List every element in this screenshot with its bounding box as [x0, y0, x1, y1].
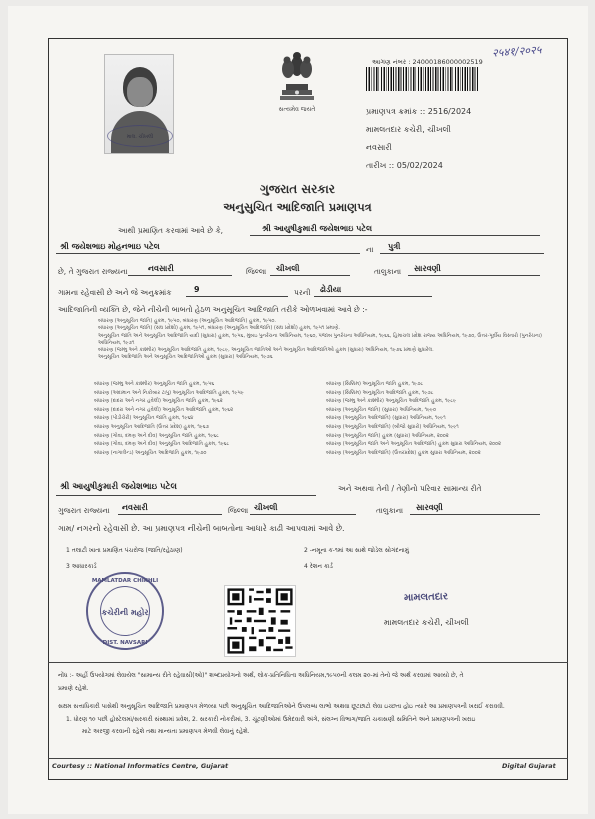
relation-line: [380, 240, 544, 254]
order-item: બંધારણ (ગોવા, દમણ અને દીવ) અનુસૂચિત જાતિ હુકમ, ૧૯૬૮: [94, 432, 219, 439]
order-line: બંધારણ (અનુસૂચિત જાતિ) હુકમ, ૧૯૫૦, બંધારણ (અનુસૂચિત આદિજાતિ) હુકમ, ૧૯૫૦.: [98, 318, 277, 324]
notes-divider: [48, 662, 568, 663]
order-item: બંધારણ (જમ્મુ અને કાશ્મીર) અનુસૂચિત આદિજાતિ હુકમ, ૧૯૮૯: [326, 398, 457, 405]
order-line: અનુસૂચિત જાતિ અને અનુસૂચિત આદિજાતિ યાદી (સુધારા) હુકમ, ૧૯૫૬, મુંબઇ પુનર્રચના અધિનિયમ, ૧૯૬૦, પંજાબ પુનર્રચના અધિનિયમ, ૧૯૬૬, હિમાચલ પ્રદેશ રાજ્ય અધિનિયમ, ૧૯૭૦, ઉત્તર-પૂર્વીય વિસ્તારો (પુનર્રચના) અધિનિયમ, ૧૯૭૧: [98, 332, 542, 346]
orders-left-column: [94, 380, 294, 457]
family-village: નવસારી: [122, 503, 148, 512]
note-2: સક્ષમ સત્તાધિકારી પાસેથી અનુસૂચિત આદિજાતિ પ્રમાણપત્ર મેળવ્યા પછી અનુસૂચિત આદિજાતિઓને ઉપલબ્ધ લાભો અથવા છૂટછાટો લેવા ઇચ્છતા હોઇ ત્યારે આ પ્રમાણપત્રની ખરાઈ કરાવવી.: [58, 703, 505, 710]
issuing-district: નવસારી: [366, 143, 392, 152]
note-1b: પ્રમાણે રહેશે.: [58, 685, 89, 692]
serial-line: [186, 283, 288, 297]
order-item: બંધારણ (જમ્મુ અને કાશ્મીર) અનુસૂચિત જાતિ હુકમ, ૧૯૫૬: [94, 381, 215, 387]
caste: ઢોડીયા: [320, 285, 342, 294]
parent-name: શ્રી જયેશભાઇ મોહનભાઇ પટેલ: [60, 242, 160, 251]
photo-stamp: માલ. ચીખલી: [107, 125, 173, 147]
officer-office: મામલતદાર કચેરી, ચીખલી: [384, 618, 469, 627]
government-title: ગુજરાત સરકાર: [260, 182, 335, 196]
order-item: બંધારણ (પોંડીચેરી) અનુસૂચિત જાતિ હુકમ, ૧૯૬૪: [94, 415, 194, 422]
barcode-number: આગણ નંબર : 24000186000002519: [372, 58, 483, 66]
serial-number: 9: [194, 285, 200, 294]
village: નવસારી: [148, 264, 174, 273]
caste-label: પરની: [294, 288, 311, 297]
district-label: જિલ્લા: [246, 267, 267, 276]
order-item: બંધારણ (અનુસૂચિત જાતિ અને અનુસૂચિત આદિજાતિ) હુકમ સુધારા અધિનિયમ, ૨૦૦૨: [326, 441, 501, 448]
family-taluka: સારવણી: [416, 503, 443, 512]
order-line: બંધારણ (અનુસૂચિત જાતિ) (સંઘ પ્રદેશો) હુકમ, ૧૯૫૧, બંધારણ (અનુસૂચિત આદિજાતિ) (સંઘ પ્રદેશો) હુકમ, ૧૯૫૧ પ્રમાણે.: [98, 325, 340, 332]
order-item: બંધારણ (સિક્કિમ) અનુસૂચિત જાતિ હુકમ, ૧૯૭૮: [326, 381, 424, 387]
document-4: 4 રેશન કાર્ડ: [304, 563, 333, 570]
order-item: બંધારણ (અનુસૂચિત આદિજાતિ) (સુધારા) અધિનિયમ, ૧૯૯૧: [326, 415, 446, 422]
order-item: બંધારણ (અનુસૂચિત જાતિ) હુકમ (સુધારા) અધિનિયમ, ૨૦૦૨: [326, 432, 449, 439]
applicant-photo: [104, 54, 174, 154]
family-taluka-label: તાલુકાના: [376, 506, 404, 515]
order-line: બંધારણ (જમ્મુ અને કાશ્મીર) અનુસૂચિત આદિજાતિ હુકમ, ૧૯૮૯, અનુસૂચિત જાતિઓ અને અનુસૂચિત આદિજાતિઓ હુકમ (સુધારા) અધિનિયમ, ૧૯૭૬ પ્રમાણે સુધારેલ.: [98, 347, 434, 354]
office-seal: [86, 572, 164, 650]
seal-middle-text: કચેરીની મહોર: [101, 608, 149, 617]
order-line: અનુસૂચિત આદિજાતિ અને અનુસૂચિત આદિજાતિઓ હુકમ (સુધારા) અધિનિયમ, ૧૯૭૬: [98, 354, 273, 361]
applicant-name: શ્રી આયુષીકુમારી જયેશભાઇ પટેલ: [262, 224, 373, 233]
tribe-statement: આદિજાતિની વ્યક્તિ છે, જેને નીચેની બાબતો હેઠળ અનુસૂચિત આદિજાતિ તરીકે ઓળખવામાં આવે છે :-: [58, 305, 368, 314]
document-2: 2 -નમૂના ક-૧માં આ સાથે જોડેલ સોગંદનામું: [304, 547, 409, 554]
village-line-text: ગામના રહેવાસી છે અને જે અનુક્રમાંક: [58, 288, 172, 297]
family-name: શ્રી આયુષીકુમારી જયેશભાઇ પટેલ: [60, 482, 177, 492]
handwritten-reference: २५४१/२०२५: [491, 43, 542, 60]
emblem-caption: સત્યમેવ જયતે: [278, 106, 316, 113]
document-1: 1 તલાટી ખાતા પ્રમાણિત પંચરોજ (જાતિ/રહેઠાણ): [66, 547, 183, 554]
national-emblem-icon: [272, 44, 322, 106]
note-3: 1. ધોરણ ૧૦ પછી હોસ્ટેલમાં/સરકારી સંસ્થામાં પ્રવેશ, 2. સરકારી નોકરીમાં, 3. ચૂંટણીઓમાં ઉમેદવારી અંગે, સંલગ્ન વિભાગ/જાતિ ચકાસણી સમિતિને અને પ્રમાણપત્રની ખરાઇ: [66, 716, 476, 723]
district: ચીખલી: [276, 264, 300, 273]
footer-digital-gujarat: Digital Gujarat: [502, 762, 556, 770]
certificate-number: પ્રમાણપત્ર ક્રમાંક :: 2516/2024: [366, 107, 472, 116]
taluka-label: તાલુકાના: [374, 267, 402, 276]
family-district-label: જિલ્લા: [228, 506, 249, 515]
orders-right-column: [326, 380, 546, 457]
order-item: બંધારણ (દાદરા અને નગર હવેલી) અનુસૂચિત જાતિ હુકમ, ૧૯૬૨: [94, 398, 223, 405]
note-4: માટે અરજી કરવાની રહેશે તથા માન્યતા પ્રમાણપત્ર મેળવી લેવાનું રહેશે.: [82, 728, 250, 735]
footer-divider: [48, 758, 568, 759]
order-item: બંધારણ (નાગાલેન્ડ) અનુસૂચિત આદિજાતિ હુકમ, ૧૯૭૦: [94, 449, 207, 456]
taluka: સારવણી: [414, 264, 441, 273]
qr-code: [224, 585, 296, 657]
order-item: બંધારણ (દાદરા અને નગર હવેલી) અનુસૂચિત આદિજાતિ હુકમ, ૧૯૬૨: [94, 406, 234, 413]
order-item: બંધારણ અનુસૂચિત આદિજાતિ (ઉત્તર પ્રદેશ) હુકમ, ૧૯૬૭: [94, 423, 209, 430]
issuing-office: મામલતદાર કચેરી, ચીખલી: [366, 125, 451, 134]
certificate-title: અનુસુચિત આદિજાતિ પ્રમાણપત્ર: [223, 200, 372, 214]
footer-courtesy: Courtesy :: National Informatics Centre, Gujarat: [52, 762, 229, 770]
order-item: બંધારણ (અંદામાન અને નિકોબાર ટાપુ) અનુસૂચિત આદિજાતિ હુકમ, ૧૯૫૯: [94, 389, 244, 396]
issue-date: તારીખ :: 05/02/2024: [366, 161, 443, 170]
order-item: બંધારણ (અનુસૂચિત આદિજાતિ) (બીજો સુધારો) અધિનિયમ, ૧૯૯૧: [326, 423, 459, 430]
family-district: ચીખલી: [254, 503, 278, 512]
order-item: બંધારણ (અનુસૂચિત આદિજાતિ) (ઉત્તરપ્રદેશ) હુકમ સુધારા અધિનિયમ, ૨૦૦૨: [326, 449, 481, 456]
state-prefix: છે, તે ગુજરાત રાજ્યના: [58, 267, 128, 276]
seal-bottom-text: DIST. NAVSARI: [102, 640, 148, 646]
note-1: નોંધ :- અહીં ઉપયોગમાં લેવાયેલ "સામાન્ય રીતે રહેવાસી(ઓ)" શબ્દપ્રયોગનો અર્થ, લોક-પ્રતિનિધિત્વ અધિનિયમ,૧૯૫૦ની કલમ ૨૦-માં તેનો જે અર્થ કરવામાં આવ્યો છે, તે: [58, 672, 464, 679]
order-item: બંધારણ (ગોવા, દમણ અને દીવ) અનુસૂચિત આદિજાતિ હુકમ, ૧૯૬૮: [94, 441, 230, 448]
barcode: [366, 67, 478, 91]
family-state-prefix: ગુજરાત રાજ્યના: [58, 506, 110, 515]
relation: પુત્રી: [388, 242, 401, 251]
relation-label: ના: [366, 245, 374, 254]
orders-block: [98, 318, 548, 362]
order-item: બંધારણ (સિક્કિમ) અનુસૂચિત આદિજાતિ હુકમ, ૧૯૭૮: [326, 389, 434, 396]
village-line: [128, 262, 232, 276]
officer-stamp: મામલતદાર: [403, 591, 449, 604]
certify-prefix: આથી પ્રમાણિત કરવામાં આવે છે કે,: [118, 226, 224, 235]
document-3: 3 આધારકાર્ડ: [66, 563, 97, 570]
seal-top-text: MAMLATDAR CHIKHLI: [91, 578, 159, 584]
family-suffix: અને અથવા તેની / તેણીનો પરિવાર સામાન્ય રીતે: [338, 484, 482, 493]
order-item: બંધારણ (અનુસૂચિત જાતિ) (સુધારા) અધિનિયમ, ૧૯૯૦: [326, 406, 436, 413]
family-closing: ગામ/ નગરનો રહેવાસી છે. આ પ્રમાણપત્ર નીચેની બાબતોના આધારે કાઢી આપવામાં આવે છે.: [58, 524, 345, 533]
